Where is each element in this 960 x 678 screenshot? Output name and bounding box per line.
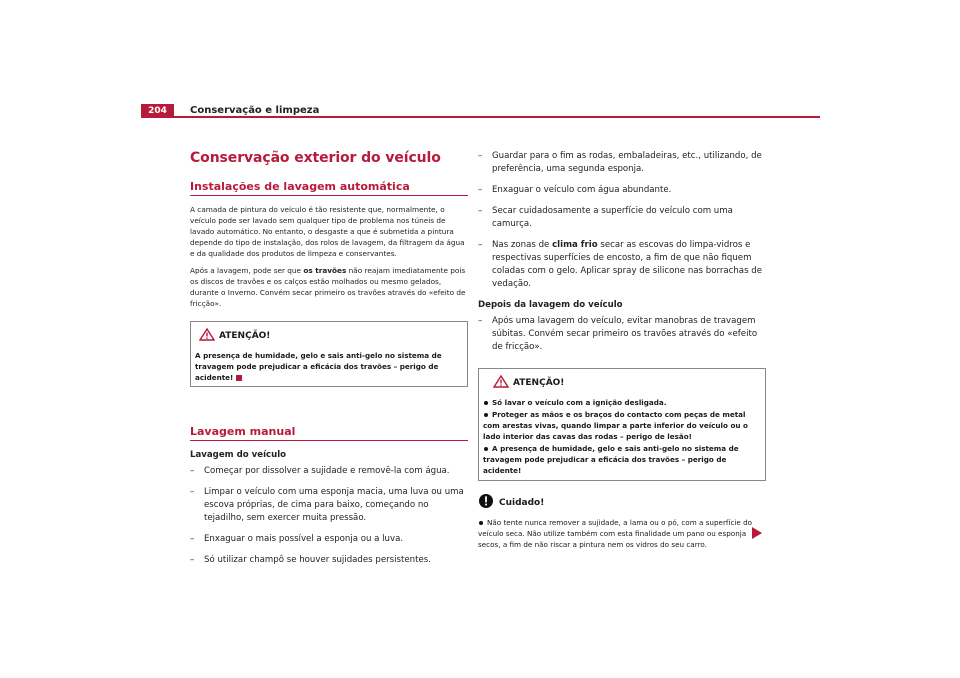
list-item xyxy=(478,150,766,176)
manual-wash-continued xyxy=(478,150,766,354)
dash-marker: – xyxy=(478,240,483,250)
bullet-icon xyxy=(484,401,488,405)
left-column xyxy=(190,150,468,575)
warning-triangle-icon xyxy=(199,326,215,345)
dash-marker: – xyxy=(478,316,483,326)
text-run: secar as escovas do limpa-vidros e respectivas superfícies de encosto, a fim de que não fiquem coladas com o gelo. Aplicar spray de silicone nas borrachas de vedação. xyxy=(492,240,763,289)
warning-box xyxy=(190,321,468,387)
text-bold: os travões xyxy=(303,266,347,275)
header-rule xyxy=(141,116,820,118)
dash-marker: – xyxy=(478,151,483,161)
caution-header xyxy=(478,493,766,513)
text-run: Nas zonas de xyxy=(492,240,553,250)
warning-item xyxy=(483,397,761,408)
list-item xyxy=(478,315,766,354)
list-item xyxy=(190,486,468,525)
section-title-manual-wash: Lavagem manual xyxy=(190,425,468,441)
bullet-icon xyxy=(484,447,488,451)
list-item-text: Secar cuidadosamente a superfície do veículo com uma camurça. xyxy=(492,206,733,229)
text-run: não reajam imediatamente pois os discos de travões e os calços estão molhados ou mesmo gelados, durante o Inverno. Convém secar primeiro os travões através do «efeito de fricção». xyxy=(190,266,466,308)
list-item-text: Começar por dissolver a sujidade e removê-la com água. xyxy=(204,466,450,476)
warning-text xyxy=(195,350,463,383)
bullet-icon xyxy=(484,413,488,417)
dash-marker: – xyxy=(478,185,483,195)
warning-item xyxy=(483,443,761,476)
list-item xyxy=(190,533,468,546)
dash-marker: – xyxy=(190,555,195,565)
running-header-title: Conservação e limpeza xyxy=(190,105,320,116)
main-title: Conservação exterior do veículo xyxy=(190,150,441,166)
list-item xyxy=(478,184,766,197)
list-item-text: Após uma lavagem do veículo, evitar manobras de travagem súbitas. Convém secar primeiro os travões através do «efeito de fricção». xyxy=(492,316,758,352)
list-item-text: Só utilizar champô se houver sujidades persistentes. xyxy=(204,555,431,565)
end-marker-icon xyxy=(236,375,242,381)
warning-item xyxy=(483,409,761,442)
warning-item-text: Proteger as mãos e os braços do contacto com peças de metal com arestas vivas, quando limpar a parte inferior do veículo ou o lado interior das cavas das rodas – perigo de lesão! xyxy=(483,410,748,441)
subhead-after-wash: Depois da lavagem do veículo xyxy=(478,300,623,310)
next-page-arrow-icon xyxy=(752,524,762,543)
list-item xyxy=(190,465,468,478)
warning-header xyxy=(199,326,463,345)
warning-header xyxy=(493,373,761,392)
dash-marker: – xyxy=(478,206,483,216)
warning-title: ATENÇÃO! xyxy=(513,377,565,388)
text-run: Após a lavagem, pode ser que xyxy=(190,266,304,275)
list-item-text: Limpar o veículo com uma esponja macia, uma luva ou uma escova próprias, de cima para baixo, começando no tejadilho, sem exercer muita pressão. xyxy=(204,487,464,523)
list-item-cold-climate xyxy=(478,239,766,291)
warning-item-text: A presença de humidade, gelo e sais anti-gelo no sistema de travagem pode prejudicar a eficácia dos travões – perigo de acidente! xyxy=(483,444,739,475)
dash-marker: – xyxy=(190,534,195,544)
list-item-text: Enxaguar o veículo com água abundante. xyxy=(492,185,672,195)
caution-title: Cuidado! xyxy=(499,498,545,508)
warning-item-text: Só lavar o veículo com a ignição desligada. xyxy=(492,398,667,407)
warning-title: ATENÇÃO! xyxy=(219,330,271,341)
list-item-text: Guardar para o fim as rodas, embaladeiras, etc., utilizando, de preferência, uma segunda esponja. xyxy=(492,151,762,174)
list-item xyxy=(478,205,766,231)
dash-marker: – xyxy=(190,466,195,476)
caution-body: Não tente nunca remover a sujidade, a lama ou o pó, com a superfície do veículo seca. Não utilize também com esta finalidade um pano ou esponja secos, a fim de não riscar a pintura nem os vidros do seu carro. xyxy=(478,518,753,549)
warning-body: A presença de humidade, gelo e sais anti-gelo no sistema de travagem pode prejudicar a eficácia dos travões – perigo de acidente! xyxy=(195,351,442,382)
dash-marker: – xyxy=(190,487,195,497)
warning-box xyxy=(478,368,766,481)
bullet-icon xyxy=(479,521,483,525)
list-item-text: Enxaguar o mais possível a esponja ou a luva. xyxy=(204,534,404,544)
text-bold: clima frio xyxy=(552,240,598,250)
page-number: 204 xyxy=(141,104,174,118)
paragraph-brakes xyxy=(190,265,468,309)
right-column xyxy=(478,150,766,550)
caution-exclamation-icon xyxy=(478,493,494,513)
manual-wash-text xyxy=(190,449,468,567)
list-item xyxy=(190,554,468,567)
paragraph: A camada de pintura do veículo é tão resistente que, normalmente, o veículo pode ser lavado sem qualquer tipo de problema nos túneis de lavado automático. No entanto, o desgaste a que é submetida a pintura depende do tipo de instalação, dos rolos de lavagem, da filtragem da água e da qualidade dos produtos de limpeza e conservantes. xyxy=(190,205,465,258)
warning-triangle-icon xyxy=(493,373,509,392)
section-title-automatic-wash: Instalações de lavagem automática xyxy=(190,180,468,196)
section-automatic-wash-text xyxy=(190,204,468,309)
warning-text xyxy=(483,397,761,476)
subhead-washing: Lavagem do veículo xyxy=(190,450,287,460)
caution-text xyxy=(478,517,766,550)
